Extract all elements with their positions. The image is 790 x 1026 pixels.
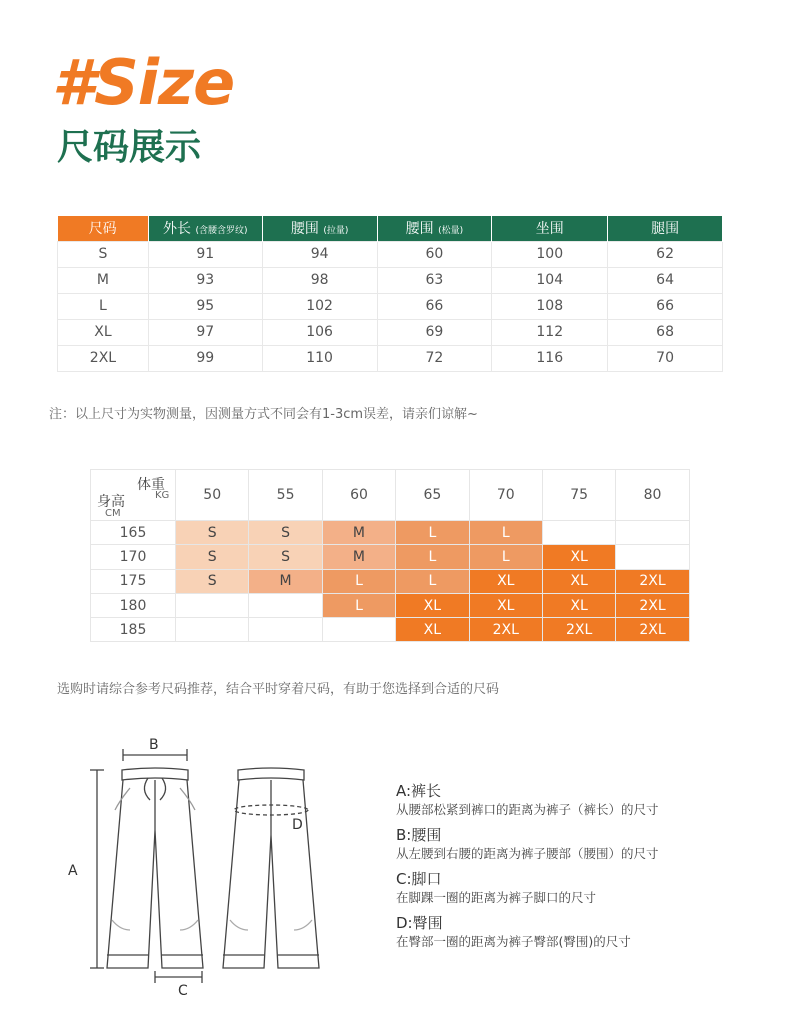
size-cell: 72: [377, 345, 492, 371]
measurement-legend: [396, 782, 659, 958]
header-hip: 坐围: [492, 216, 608, 241]
pants-back: [223, 768, 319, 968]
fit-cell: [176, 593, 249, 617]
size-cell: 62: [608, 241, 723, 267]
fit-cell: 2XL: [542, 618, 615, 642]
size-cell: S: [58, 241, 149, 267]
fit-cell: [616, 521, 689, 545]
legend-title: C:脚口: [396, 870, 442, 888]
size-cell: 60: [377, 241, 492, 267]
fit-grid-header-row: [91, 470, 690, 521]
size-cell: 99: [148, 345, 262, 371]
size-row: [58, 267, 723, 293]
size-cell: M: [58, 267, 149, 293]
size-cell: 95: [148, 293, 262, 319]
label-a: A: [68, 863, 78, 879]
legend-item-a: [396, 782, 659, 818]
size-cell: 112: [492, 319, 608, 345]
fit-row: [91, 569, 690, 593]
legend-item-d: [396, 914, 659, 950]
fit-cell: S: [249, 521, 322, 545]
fit-cell: M: [322, 521, 395, 545]
size-cell: 66: [377, 293, 492, 319]
pants-front: [107, 768, 203, 968]
height-cell: 175: [91, 569, 176, 593]
height-cell: 180: [91, 593, 176, 617]
fit-cell: L: [469, 545, 542, 569]
fit-cell: M: [249, 569, 322, 593]
fit-cell: 2XL: [616, 593, 689, 617]
fit-row: [91, 618, 690, 642]
weight-75: 75: [542, 470, 615, 521]
size-cell: 97: [148, 319, 262, 345]
fit-cell: XL: [469, 593, 542, 617]
size-cell: 110: [262, 345, 377, 371]
weight-unit: KG: [155, 490, 170, 501]
size-row: [58, 293, 723, 319]
fit-cell: [249, 593, 322, 617]
fit-cell: XL: [542, 545, 615, 569]
fit-cell: L: [322, 569, 395, 593]
fit-note: 选购时请综合参考尺码推荐，结合平时穿着尺码，有助于您选择到合适的尺码: [57, 682, 500, 697]
title-en: #Size: [52, 46, 235, 119]
fit-cell: S: [176, 569, 249, 593]
size-cell: 104: [492, 267, 608, 293]
fit-cell: L: [396, 569, 469, 593]
size-cell: 94: [262, 241, 377, 267]
legend-title: D:臀围: [396, 914, 443, 932]
fit-grid-corner: [91, 470, 176, 521]
weight-label: 体重: [137, 477, 165, 493]
height-label: 身高: [97, 494, 125, 510]
fit-cell: [616, 545, 689, 569]
size-cell: 64: [608, 267, 723, 293]
fit-cell: XL: [542, 593, 615, 617]
height-cell: 185: [91, 618, 176, 642]
size-cell: 69: [377, 319, 492, 345]
size-cell: 63: [377, 267, 492, 293]
size-cell: 116: [492, 345, 608, 371]
legend-title: B:腰围: [396, 826, 442, 844]
size-cell: 68: [608, 319, 723, 345]
size-table: [57, 216, 723, 372]
size-table-header-row: [58, 216, 723, 241]
weight-60: 60: [322, 470, 395, 521]
fit-cell: L: [396, 521, 469, 545]
fit-cell: M: [322, 545, 395, 569]
size-row: [58, 319, 723, 345]
legend-desc: 从左腰到右腰的距离为裤子腰部（腰围）的尺寸: [396, 846, 659, 861]
size-cell: 100: [492, 241, 608, 267]
fit-cell: XL: [542, 569, 615, 593]
size-cell: XL: [58, 319, 149, 345]
legend-title: A:裤长: [396, 782, 442, 800]
fit-row: [91, 545, 690, 569]
legend-desc: 在脚踝一圈的距离为裤子脚口的尺寸: [396, 890, 597, 905]
pants-diagram: [60, 730, 320, 1005]
label-c: C: [178, 983, 188, 999]
fit-cell: L: [396, 545, 469, 569]
fit-cell: XL: [396, 593, 469, 617]
size-row: [58, 345, 723, 371]
size-cell: 70: [608, 345, 723, 371]
fit-cell: [176, 618, 249, 642]
header-length: 外长 (含腰含罗纹): [148, 216, 262, 241]
size-cell: 2XL: [58, 345, 149, 371]
fit-cell: [322, 618, 395, 642]
legend-item-c: [396, 870, 659, 906]
size-cell: L: [58, 293, 149, 319]
size-cell: 106: [262, 319, 377, 345]
fit-cell: [542, 521, 615, 545]
size-cell: 102: [262, 293, 377, 319]
size-cell: 91: [148, 241, 262, 267]
header-waist-stretched: 腰围 (拉量): [262, 216, 377, 241]
legend-desc: 从腰部松紧到裤口的距离为裤子（裤长）的尺寸: [396, 802, 659, 817]
height-unit: CM: [105, 508, 121, 519]
header-size: 尺码: [58, 216, 149, 241]
title-cn: 尺码展示: [57, 127, 202, 168]
size-note: 注：以上尺寸为实物测量，因测量方式不同会有1-3cm误差，请亲们谅解~: [49, 407, 478, 422]
size-cell: 66: [608, 293, 723, 319]
height-cell: 165: [91, 521, 176, 545]
fit-cell: 2XL: [616, 569, 689, 593]
size-cell: 98: [262, 267, 377, 293]
label-b: B: [149, 737, 159, 753]
size-cell: 108: [492, 293, 608, 319]
legend-item-b: [396, 826, 659, 862]
size-cell: 93: [148, 267, 262, 293]
header-waist-relaxed: 腰围 (松量): [377, 216, 492, 241]
fit-row: [91, 593, 690, 617]
size-row: [58, 241, 723, 267]
fit-cell: L: [322, 593, 395, 617]
legend-desc: 在臀部一圈的距离为裤子臀部(臀围)的尺寸: [396, 934, 631, 949]
fit-cell: L: [469, 521, 542, 545]
label-d: D: [292, 817, 303, 833]
header-thigh: 腿围: [608, 216, 723, 241]
weight-55: 55: [249, 470, 322, 521]
fit-cell: XL: [396, 618, 469, 642]
fit-row: [91, 521, 690, 545]
weight-70: 70: [469, 470, 542, 521]
fit-cell: S: [176, 521, 249, 545]
fit-cell: S: [176, 545, 249, 569]
fit-grid: [90, 469, 690, 642]
height-cell: 170: [91, 545, 176, 569]
weight-65: 65: [396, 470, 469, 521]
fit-cell: S: [249, 545, 322, 569]
fit-cell: [249, 618, 322, 642]
fit-cell: 2XL: [616, 618, 689, 642]
fit-cell: 2XL: [469, 618, 542, 642]
fit-cell: XL: [469, 569, 542, 593]
weight-80: 80: [616, 470, 689, 521]
weight-50: 50: [176, 470, 249, 521]
